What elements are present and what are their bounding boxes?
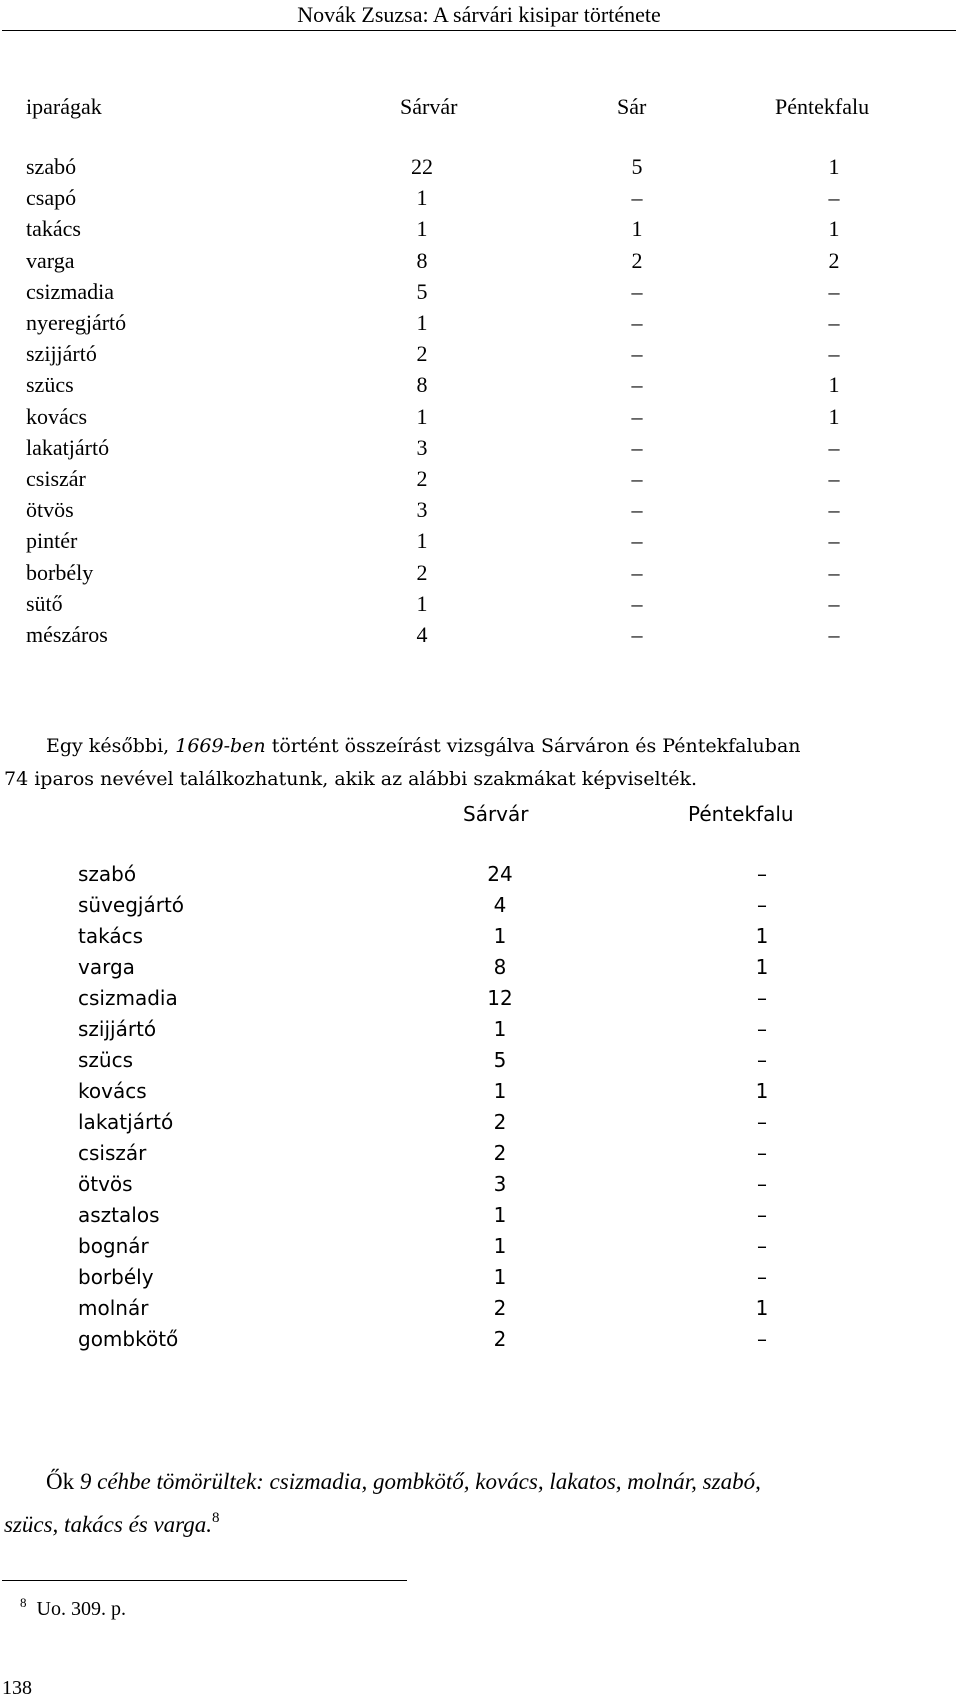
table1-cell-trade: kovács bbox=[26, 403, 88, 429]
table1-cell-sar: – bbox=[631, 278, 643, 304]
table1-cell-pentekfalu: – bbox=[828, 559, 840, 585]
table2-cell-pentekfalu: – bbox=[757, 1203, 767, 1227]
closing-line-1: 9 céhbe tömörültek: csizmadia, gombkötő, kovács, lakatos, molnár, szabó, bbox=[74, 1469, 761, 1494]
table1-cell-trade: szabó bbox=[26, 154, 77, 179]
table2-cell-trade: asztalos bbox=[78, 1203, 160, 1227]
table2-cell-trade: gombkötő bbox=[78, 1327, 179, 1351]
table1-cell-pentekfalu: – bbox=[828, 185, 840, 211]
table1-cell-pentekfalu: – bbox=[828, 310, 840, 335]
closing-paragraph bbox=[4, 1464, 954, 1543]
table1-cell-sarvar: 1 bbox=[416, 310, 428, 335]
table2-cell-trade: szücs bbox=[78, 1048, 134, 1072]
table1-row bbox=[0, 556, 960, 589]
table2-row bbox=[0, 951, 960, 984]
table2-row bbox=[0, 1013, 960, 1046]
table2-cell-trade: borbély bbox=[78, 1265, 154, 1289]
table1-cell-trade: pintér bbox=[26, 528, 78, 554]
table1-cell-sarvar: 1 bbox=[416, 590, 428, 616]
table1-cell-trade: csapó bbox=[26, 185, 77, 211]
table1-cell-sarvar: 2 bbox=[416, 559, 428, 585]
table2-cell-trade: varga bbox=[78, 955, 135, 979]
table1-cell-sar: – bbox=[631, 622, 643, 647]
table2-cell-trade: bognár bbox=[78, 1234, 149, 1258]
table1-cell-trade: sütő bbox=[26, 590, 63, 616]
table2-row bbox=[0, 920, 960, 953]
table1-header-trade: iparágak bbox=[26, 94, 102, 119]
page-number: 138 bbox=[2, 1677, 32, 1699]
table2-cell-pentekfalu: 1 bbox=[755, 924, 769, 948]
table1-cell-pentekfalu: 1 bbox=[828, 403, 840, 429]
table2-cell-trade: molnár bbox=[78, 1296, 149, 1320]
table1-header-sar: Sár bbox=[617, 94, 647, 119]
table2-cell-pentekfalu: – bbox=[757, 893, 767, 917]
paragraph bbox=[4, 730, 954, 796]
table2-cell-sarvar: 12 bbox=[487, 986, 513, 1010]
paragraph-italic-year: 1669-ben bbox=[175, 735, 266, 757]
table1-cell-sarvar: 1 bbox=[416, 528, 428, 554]
table2-row bbox=[0, 1261, 960, 1294]
table2-cell-pentekfalu: 1 bbox=[755, 1079, 769, 1103]
footnote-reference[interactable]: 8 bbox=[212, 1510, 220, 1526]
table1-cell-sarvar: 1 bbox=[416, 185, 428, 211]
table1-row bbox=[0, 212, 960, 245]
table1-row bbox=[0, 306, 960, 339]
footnote-text: Uo. 309. p. bbox=[36, 1598, 126, 1620]
table1-row bbox=[0, 275, 960, 308]
table2-cell-sarvar: 3 bbox=[493, 1172, 507, 1196]
table1-cell-sar: – bbox=[631, 466, 643, 491]
table2-cell-sarvar: 2 bbox=[493, 1296, 507, 1320]
table1-cell-trade: ötvös bbox=[26, 497, 74, 523]
table2-cell-sarvar: 4 bbox=[493, 893, 507, 917]
table1-row bbox=[0, 493, 960, 526]
table1-cell-trade: mészáros bbox=[26, 622, 108, 647]
footnote-rule bbox=[2, 1580, 407, 1581]
table1-cell-sarvar: 3 bbox=[416, 434, 428, 460]
table1-cell-sarvar: 4 bbox=[416, 622, 428, 647]
table1-cell-trade: csizmadia bbox=[26, 278, 114, 304]
table1-row bbox=[0, 462, 960, 495]
table2-cell-pentekfalu: – bbox=[757, 1327, 767, 1351]
table1-row bbox=[0, 181, 960, 214]
table1-cell-pentekfalu: 1 bbox=[828, 372, 840, 398]
table1-cell-sarvar: 1 bbox=[416, 403, 428, 429]
footnote-marker: 8 bbox=[20, 1595, 27, 1610]
table1-cell-pentekfalu: – bbox=[828, 434, 840, 460]
table2-cell-sarvar: 1 bbox=[493, 1234, 507, 1258]
table1-header-sarvar: Sárvár bbox=[400, 94, 458, 119]
table2-cell-pentekfalu: – bbox=[757, 1048, 767, 1072]
table1-cell-trade: borbély bbox=[26, 559, 94, 585]
table1-cell-pentekfalu: 1 bbox=[828, 216, 840, 242]
table1-cell-sar: 2 bbox=[631, 247, 643, 273]
table1-cell-trade: takács bbox=[26, 216, 81, 242]
table2-row bbox=[0, 1199, 960, 1232]
table2-cell-sarvar: 1 bbox=[493, 1265, 507, 1289]
table1-cell-sar: – bbox=[631, 559, 643, 585]
table1-row bbox=[0, 524, 960, 557]
table2-cell-pentekfalu: 1 bbox=[755, 1296, 769, 1320]
table1-cell-sarvar: 5 bbox=[416, 278, 428, 304]
table1-cell-sar: – bbox=[631, 434, 643, 460]
table1-cell-sar: 1 bbox=[631, 216, 643, 242]
table2-row bbox=[0, 889, 960, 922]
table2-cell-sarvar: 1 bbox=[493, 924, 507, 948]
footnote bbox=[20, 1590, 126, 1622]
table1-cell-pentekfalu: – bbox=[828, 528, 840, 554]
table2-cell-trade: szabó bbox=[78, 862, 137, 886]
table2-cell-sarvar: 5 bbox=[493, 1048, 507, 1072]
table1-cell-trade: varga bbox=[26, 247, 75, 273]
table1-cell-sar: – bbox=[631, 497, 643, 523]
table2-cell-sarvar: 1 bbox=[493, 1203, 507, 1227]
table2-row bbox=[0, 1323, 960, 1356]
table2-cell-pentekfalu: – bbox=[757, 1141, 767, 1165]
table1-cell-pentekfalu: 1 bbox=[828, 154, 840, 179]
closing-line-2: szücs, takács és varga. bbox=[4, 1512, 213, 1537]
table1-cell-trade: lakatjártó bbox=[26, 434, 110, 460]
table1-cell-pentekfalu: – bbox=[828, 590, 840, 616]
table2-row bbox=[0, 1137, 960, 1170]
table1-cell-sar: – bbox=[631, 403, 643, 429]
table1-cell-trade: szijjártó bbox=[26, 341, 97, 367]
table1-cell-sar: – bbox=[631, 528, 643, 554]
table1-cell-sarvar: 3 bbox=[416, 497, 428, 523]
table1-cell-sarvar: 8 bbox=[416, 247, 428, 273]
table2-cell-sarvar: 2 bbox=[493, 1141, 507, 1165]
table1-cell-pentekfalu: – bbox=[828, 497, 840, 523]
table2-cell-pentekfalu: – bbox=[757, 1172, 767, 1196]
table2-cell-trade: szijjártó bbox=[78, 1017, 157, 1041]
table2-cell-pentekfalu: – bbox=[757, 862, 767, 886]
table1-row bbox=[0, 587, 960, 620]
paragraph-text-1: Egy későbbi, bbox=[46, 735, 176, 757]
table1-cell-sar: – bbox=[631, 590, 643, 616]
running-header: Novák Zsuzsa: A sárvári kisipar története bbox=[297, 2, 661, 27]
table1-cell-pentekfalu: – bbox=[828, 622, 840, 647]
table2-row bbox=[0, 1292, 960, 1325]
table2-cell-trade: csiszár bbox=[78, 1141, 147, 1165]
table1-cell-sar: – bbox=[631, 372, 643, 398]
table1-cell-pentekfalu: – bbox=[828, 278, 840, 304]
table1-row bbox=[0, 150, 960, 183]
table2-cell-trade: csizmadia bbox=[78, 986, 178, 1010]
paragraph-text-2: történt összeírást vizsgálva Sárváron és Péntekfaluban bbox=[265, 735, 801, 757]
table2-cell-sarvar: 1 bbox=[493, 1017, 507, 1041]
table1-cell-sar: – bbox=[631, 310, 643, 335]
table2-row bbox=[0, 1044, 960, 1077]
table1-row bbox=[0, 618, 960, 651]
table2-cell-sarvar: 2 bbox=[493, 1327, 507, 1351]
table2-row bbox=[0, 1230, 960, 1263]
table1-cell-sar: – bbox=[631, 185, 643, 211]
table2-cell-trade: kovács bbox=[78, 1079, 147, 1103]
table2-cell-trade: takács bbox=[78, 924, 143, 948]
table2-header-row bbox=[0, 798, 960, 831]
table2-header-sarvar: Sárvár bbox=[463, 802, 529, 826]
table1-header-pentekfalu: Péntekfalu bbox=[775, 94, 870, 119]
table2-row bbox=[0, 1106, 960, 1139]
table1-cell-trade: csiszár bbox=[26, 466, 86, 491]
table1-cell-sarvar: 2 bbox=[416, 466, 428, 491]
table2-cell-sarvar: 1 bbox=[493, 1079, 507, 1103]
table1-cell-sar: – bbox=[631, 341, 643, 367]
table1-row bbox=[0, 368, 960, 401]
table2-cell-trade: ötvös bbox=[78, 1172, 133, 1196]
table2-cell-pentekfalu: – bbox=[757, 1017, 767, 1041]
table1-cell-pentekfalu: 2 bbox=[828, 247, 840, 273]
table1-cell-pentekfalu: – bbox=[828, 466, 840, 491]
table1-cell-trade: szücs bbox=[26, 372, 74, 398]
table1-row bbox=[0, 400, 960, 433]
table2-row bbox=[0, 1075, 960, 1108]
table2-cell-sarvar: 2 bbox=[493, 1110, 507, 1134]
paragraph-line-2: 74 iparos nevével találkozhatunk, akik az alábbi szakmákat képviselték. bbox=[4, 768, 698, 790]
table1-cell-sarvar: 8 bbox=[416, 372, 428, 398]
table2-cell-pentekfalu: 1 bbox=[755, 955, 769, 979]
table2-cell-pentekfalu: – bbox=[757, 1265, 767, 1289]
table1-header-row bbox=[0, 90, 960, 123]
table2-row bbox=[0, 1168, 960, 1201]
table2-cell-pentekfalu: – bbox=[757, 1234, 767, 1258]
table2-cell-trade: süvegjártó bbox=[78, 893, 185, 917]
table2-cell-pentekfalu: – bbox=[757, 986, 767, 1010]
table2-cell-pentekfalu: – bbox=[757, 1110, 767, 1134]
table2-row bbox=[0, 982, 960, 1015]
closing-start: Ők bbox=[46, 1469, 75, 1494]
table1-cell-pentekfalu: – bbox=[828, 341, 840, 367]
table1-cell-sar: 5 bbox=[631, 154, 643, 179]
table2-row bbox=[0, 858, 960, 891]
table2-header-pentekfalu: Péntekfalu bbox=[688, 802, 794, 826]
table2-cell-sarvar: 8 bbox=[493, 955, 507, 979]
table1-row bbox=[0, 431, 960, 464]
table1-cell-trade: nyeregjártó bbox=[26, 310, 127, 335]
header-rule bbox=[2, 30, 956, 31]
table1-cell-sarvar: 1 bbox=[416, 216, 428, 242]
table1-row bbox=[0, 244, 960, 277]
table1-cell-sarvar: 22 bbox=[411, 154, 433, 179]
table2-cell-trade: lakatjártó bbox=[78, 1110, 174, 1134]
table1-cell-sarvar: 2 bbox=[416, 341, 428, 367]
table1-row bbox=[0, 337, 960, 370]
table2-cell-sarvar: 24 bbox=[487, 862, 513, 886]
